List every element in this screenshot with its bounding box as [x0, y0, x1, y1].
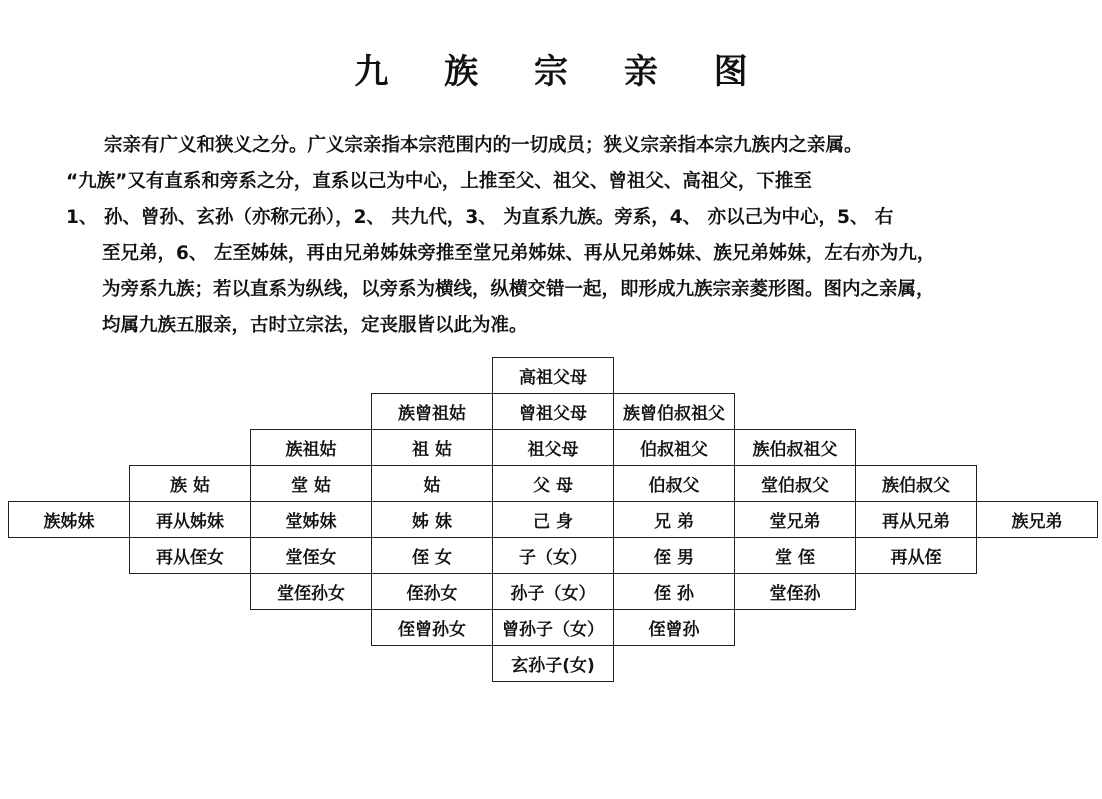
- kin-cell: 堂 侄: [734, 537, 856, 574]
- kin-cell: 祖父母: [492, 429, 614, 466]
- kin-cell: 伯叔父: [613, 465, 735, 502]
- kin-cell: 族伯叔祖父: [734, 429, 856, 466]
- intro-line-4: 至兄弟，6、 左至姊妹，再由兄弟姊妹旁推至堂兄弟姊妹、再从兄弟姊妹、族兄弟姊妹，左右亦为九，: [102, 243, 936, 264]
- kin-cell: 兄 弟: [613, 501, 735, 538]
- kin-cell: 再从侄女: [129, 537, 251, 574]
- kin-cell: 堂侄孙女: [250, 573, 372, 610]
- page-title: 九 族 宗 亲 图: [354, 52, 770, 92]
- kin-cell: 伯叔祖父: [613, 429, 735, 466]
- kin-cell: 堂侄孙: [734, 573, 856, 610]
- kin-cell: 族姊妹: [8, 501, 130, 538]
- kin-cell: 侄 孙: [613, 573, 735, 610]
- kin-cell: 堂姊妹: [250, 501, 372, 538]
- kin-cell: 侄曾孙: [613, 609, 735, 646]
- kin-cell: 堂侄女: [250, 537, 372, 574]
- kin-cell: 姑: [371, 465, 493, 502]
- intro-line-6: 均属九族五服亲，古时立宗法，定丧服皆以此为准。: [102, 315, 528, 336]
- kin-cell: 堂伯叔父: [734, 465, 856, 502]
- kin-cell: 姊 妹: [371, 501, 493, 538]
- kin-cell: 再从兄弟: [855, 501, 977, 538]
- kin-cell: 再从姊妹: [129, 501, 251, 538]
- kin-cell: 族兄弟: [976, 501, 1098, 538]
- kin-cell: 堂 姑: [250, 465, 372, 502]
- intro-line-3: 1、 孙、曾孙、玄孙（亦称元孙），2、 共九代，3、 为直系九族。旁系，4、 亦以己为中心，5、 右: [66, 207, 894, 228]
- kin-cell: 侄 男: [613, 537, 735, 574]
- kin-cell: 侄 女: [371, 537, 493, 574]
- intro-line-2: “九族”又有直系和旁系之分，直系以己为中心，上推至父、祖父、曾祖父、高祖父，下推至: [66, 171, 812, 192]
- intro-line-1: 宗亲有广义和狭义之分。广义宗亲指本宗范围内的一切成员；狭义宗亲指本宗九族内之亲属。: [104, 135, 863, 156]
- intro-line-5: 为旁系九族；若以直系为纵线，以旁系为横线，纵横交错一起，即形成九族宗亲菱形图。图内之亲属，: [102, 279, 935, 300]
- kin-cell: 曾祖父母: [492, 393, 614, 430]
- kin-cell: 孙子（女）: [492, 573, 614, 610]
- kin-cell: 族伯叔父: [855, 465, 977, 502]
- kin-cell: 祖 姑: [371, 429, 493, 466]
- kin-cell: 族曾祖姑: [371, 393, 493, 430]
- kin-cell: 子（女）: [492, 537, 614, 574]
- kin-cell: 父 母: [492, 465, 614, 502]
- kin-cell: 再从侄: [855, 537, 977, 574]
- kin-cell: 曾孙子（女）: [492, 609, 614, 646]
- kin-cell: 己 身: [492, 501, 614, 538]
- kin-cell: 玄孙子(女): [492, 645, 614, 682]
- kin-cell: 堂兄弟: [734, 501, 856, 538]
- kin-cell: 族曾伯叔祖父: [613, 393, 735, 430]
- kin-cell: 侄曾孙女: [371, 609, 493, 646]
- kin-cell: 侄孙女: [371, 573, 493, 610]
- kin-cell: 高祖父母: [492, 357, 614, 394]
- kin-cell: 族祖姑: [250, 429, 372, 466]
- kin-cell: 族 姑: [129, 465, 251, 502]
